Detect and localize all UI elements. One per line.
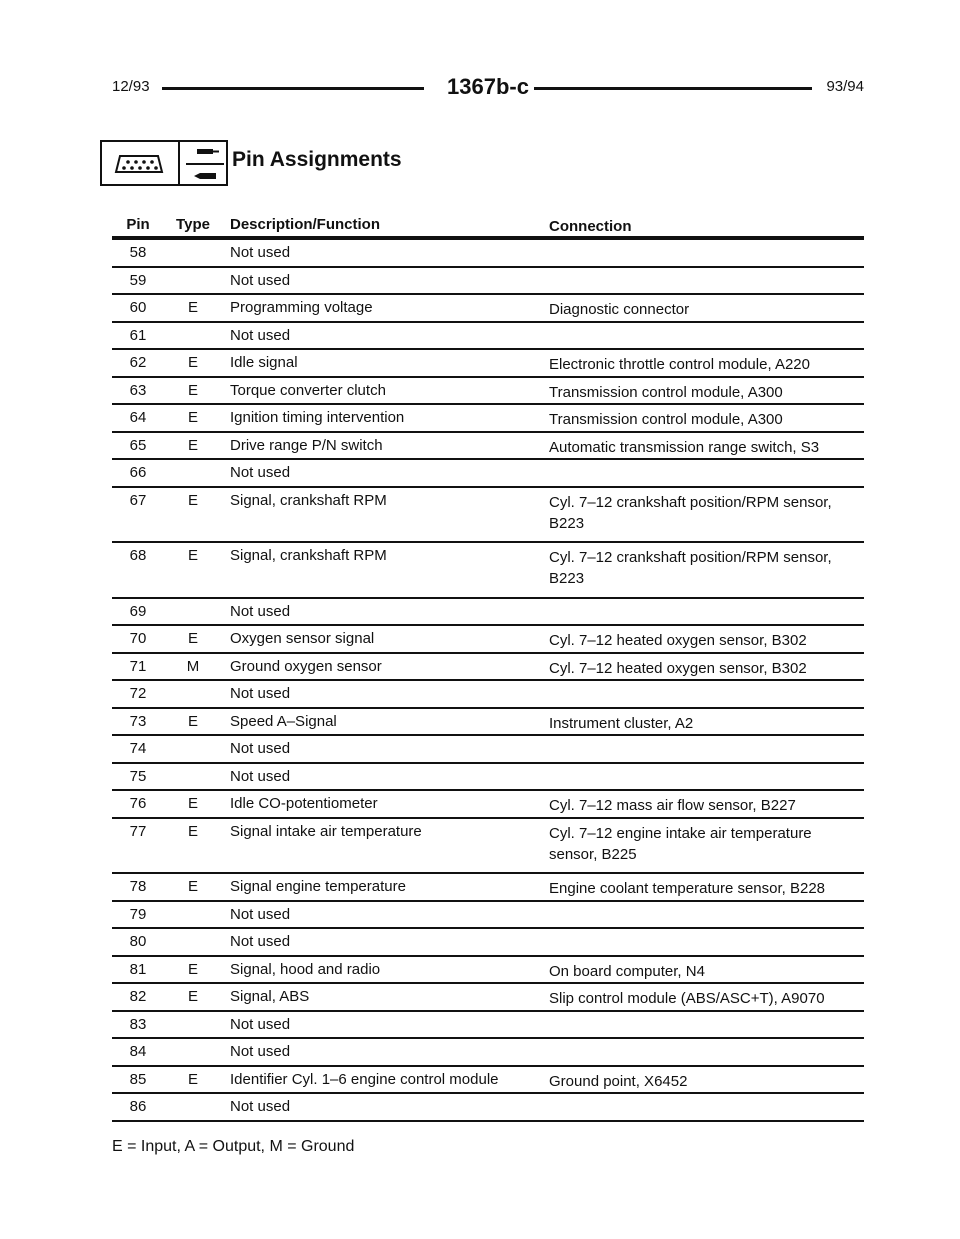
table-row — [112, 929, 864, 957]
pin-cell: 71 — [129, 657, 147, 675]
description-cell: Not used — [230, 1043, 291, 1060]
pin-cell: 83 — [129, 1015, 147, 1033]
input-output-icon — [186, 145, 224, 183]
type-cell: E — [187, 381, 198, 399]
description-cell: Ignition timing intervention — [230, 409, 405, 426]
table-row — [112, 1067, 864, 1095]
description-cell: Not used — [230, 1015, 291, 1033]
description-cell: Not used — [230, 767, 291, 785]
description-cell: Not used — [230, 933, 291, 950]
header-rule-left — [162, 87, 424, 90]
pin-cell: 63 — [129, 381, 147, 399]
pin-cell: 58 — [129, 244, 147, 261]
type-cell: M — [186, 657, 200, 675]
table-row — [112, 626, 864, 654]
pin-cell: 78 — [129, 878, 147, 895]
table-row — [112, 268, 864, 296]
description-cell: Idle signal — [230, 354, 298, 371]
table-row — [112, 791, 864, 819]
table-row — [112, 902, 864, 930]
type-cell: E — [187, 630, 198, 647]
table-header — [112, 212, 864, 240]
connection-cell: On board computer, N4 — [549, 962, 705, 980]
pin-cell: 60 — [129, 299, 147, 316]
type-cell: E — [187, 822, 198, 840]
connection-cell: Ground point, X6452 — [549, 1072, 688, 1090]
description-cell: Signal, crankshaft RPM — [230, 547, 387, 564]
pin-cell: 86 — [129, 1098, 147, 1115]
table-row — [112, 957, 864, 985]
pin-cell: 62 — [129, 354, 147, 371]
description-cell: Signal, hood and radio — [230, 960, 381, 978]
header-pin: Pin — [126, 216, 150, 233]
pin-cell: 77 — [129, 822, 147, 840]
pin-cell: 75 — [129, 767, 147, 785]
icon-divider — [178, 142, 180, 184]
connection-cell: Diagnostic connector — [549, 301, 690, 318]
pin-assignment-table — [112, 212, 864, 1122]
description-cell: Signal intake air temperature — [230, 822, 422, 840]
connection-cell: Automatic transmission range switch, S3 — [549, 438, 820, 456]
type-cell: E — [187, 354, 198, 371]
description-cell: Torque converter clutch — [230, 381, 386, 399]
pin-cell: 84 — [129, 1043, 147, 1060]
pin-cell: 67 — [129, 491, 147, 509]
table-row — [112, 681, 864, 709]
type-cell: E — [187, 712, 198, 730]
header-connection: Connection — [549, 218, 632, 235]
pin-cell: 74 — [129, 740, 147, 757]
connection-cell: Cyl. 7–12 crankshaft position/RPM sensor, B223 — [549, 493, 832, 532]
pin-cell: 64 — [129, 409, 147, 426]
header-document-code: 1367b-c — [447, 74, 529, 99]
table-body — [112, 240, 864, 1122]
page-header — [112, 74, 864, 100]
connection-cell: Engine coolant temperature sensor, B228 — [549, 880, 826, 897]
pin-cell: 76 — [129, 795, 147, 812]
pin-cell: 72 — [129, 685, 147, 702]
description-cell: Programming voltage — [230, 299, 373, 316]
type-cell: E — [187, 878, 198, 895]
pin-cell: 80 — [129, 933, 147, 950]
description-cell: Not used — [230, 326, 291, 344]
table-row — [112, 350, 864, 378]
section-title: Pin Assignments — [232, 148, 402, 171]
type-cell: E — [187, 795, 198, 812]
table-row — [112, 984, 864, 1012]
connection-cell: Slip control module (ABS/ASC+T), A9070 — [549, 990, 825, 1007]
connection-cell: Transmission control module, A300 — [549, 383, 783, 401]
table-row — [112, 405, 864, 433]
table-row — [112, 1039, 864, 1067]
connection-cell: Transmission control module, A300 — [549, 411, 783, 428]
pin-cell: 61 — [129, 326, 147, 344]
description-cell: Identifier Cyl. 1–6 engine control module — [230, 1070, 499, 1088]
legend-footnote: E = Input, A = Output, M = Ground — [112, 1138, 355, 1155]
description-cell: Idle CO-potentiometer — [230, 795, 378, 812]
description-cell: Not used — [230, 905, 291, 923]
type-cell: E — [187, 299, 198, 316]
table-row — [112, 295, 864, 323]
type-cell: E — [187, 1070, 198, 1088]
connection-cell: Cyl. 7–12 crankshaft position/RPM sensor, B223 — [549, 549, 832, 587]
pin-cell: 85 — [129, 1070, 147, 1088]
table-row — [112, 654, 864, 682]
header-type: Type — [176, 216, 210, 233]
pin-cell: 70 — [129, 630, 147, 647]
type-cell: E — [187, 988, 198, 1005]
table-row — [112, 709, 864, 737]
table-row — [112, 874, 864, 902]
header-date-left: 12/93 — [112, 78, 150, 95]
table-row — [112, 599, 864, 627]
description-cell: Not used — [230, 685, 291, 702]
header-date-right: 93/94 — [826, 78, 864, 95]
table-row — [112, 378, 864, 406]
table-row — [112, 736, 864, 764]
description-cell: Not used — [230, 271, 291, 289]
description-cell: Ground oxygen sensor — [230, 657, 382, 675]
pin-cell: 66 — [129, 464, 147, 481]
description-cell: Oxygen sensor signal — [230, 630, 375, 647]
pin-cell: 69 — [129, 602, 147, 620]
section-icon-box — [100, 140, 228, 186]
description-cell: Not used — [230, 740, 291, 757]
table-row — [112, 433, 864, 461]
table-row — [112, 240, 864, 268]
pin-cell: 79 — [129, 905, 147, 923]
table-row — [112, 1094, 864, 1122]
description-cell: Drive range P/N switch — [230, 436, 383, 454]
type-cell: E — [187, 547, 198, 564]
table-row — [112, 1012, 864, 1040]
type-cell: E — [187, 436, 198, 454]
pin-cell: 68 — [129, 547, 147, 564]
header-rule-right — [534, 87, 812, 90]
type-cell: E — [187, 960, 198, 978]
description-cell: Not used — [230, 244, 291, 261]
table-row — [112, 488, 864, 544]
description-cell: Signal engine temperature — [230, 878, 406, 895]
header-description: Description/Function — [230, 216, 380, 233]
description-cell: Signal, crankshaft RPM — [230, 491, 387, 509]
connection-cell: Cyl. 7–12 heated oxygen sensor, B302 — [549, 659, 807, 677]
type-cell: E — [187, 409, 198, 426]
description-cell: Signal, ABS — [230, 988, 310, 1005]
description-cell: Speed A–Signal — [230, 712, 337, 730]
connection-cell: Electronic throttle control module, A220 — [549, 356, 810, 373]
description-cell: Not used — [230, 1098, 291, 1115]
description-cell: Not used — [230, 602, 291, 620]
type-cell: E — [187, 491, 198, 509]
table-row — [112, 764, 864, 792]
pin-cell: 73 — [129, 712, 147, 730]
pin-cell: 81 — [129, 960, 147, 978]
connection-cell: Instrument cluster, A2 — [549, 714, 694, 732]
table-row — [112, 543, 864, 599]
connection-cell: Cyl. 7–12 engine intake air temperature sensor, B225 — [549, 824, 812, 863]
connector-icon — [114, 154, 164, 174]
description-cell: Not used — [230, 464, 291, 481]
table-row — [112, 323, 864, 351]
table-row — [112, 819, 864, 875]
connection-cell: Cyl. 7–12 heated oxygen sensor, B302 — [549, 632, 807, 649]
table-row — [112, 460, 864, 488]
pin-cell: 65 — [129, 436, 147, 454]
pin-cell: 59 — [129, 271, 147, 289]
pin-cell: 82 — [129, 988, 147, 1005]
connection-cell: Cyl. 7–12 mass air flow sensor, B227 — [549, 797, 796, 814]
